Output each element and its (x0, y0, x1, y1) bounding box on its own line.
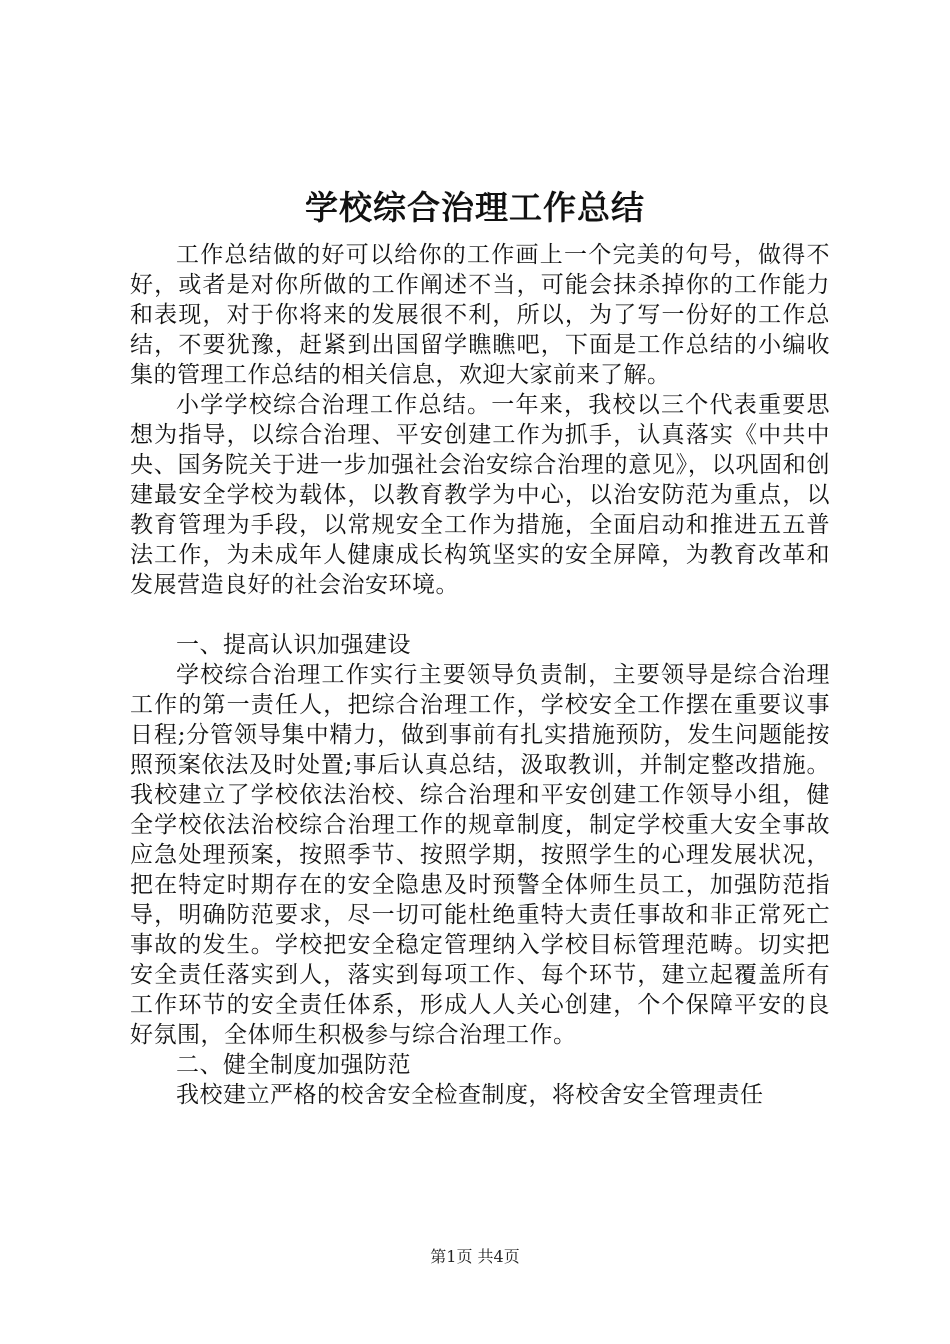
document-title: 学校综合治理工作总结 (305, 188, 645, 227)
page-footer: 第1页 共4页 (430, 1247, 520, 1266)
paragraph-spacer (130, 600, 830, 630)
summary-paragraph: 小学学校综合治理工作总结。一年来，我校以三个代表重要思想为指导，以综合治理、平安创建工作为抓手，认真落实《中共中央、国务院关于进一步加强社会治安综合治理的意见》，以巩固和创建最安全学校为载体，以教育教学为中心，以治安防范为重点，以教育管理为手段，以常规安全工作为措施，全面启动和推进五五普法工作，为未成年人健康成长构筑坚实的安全屏障，为教育改革和发展营造良好的社会治安环境。 (130, 392, 830, 598)
section-2-paragraph: 我校建立严格的校舍安全检查制度，将校舍安全管理责任 (176, 1082, 764, 1108)
intro-paragraph: 工作总结做的好可以给你的工作画上一个完美的句号，做得不好，或者是对你所做的工作阐述不当，可能会抹杀掉你的工作能力和表现，对于你将来的发展很不利，所以，为了写一份好的工作总结，不要犹豫，赶紧到出国留学瞧瞧吧，下面是工作总结的小编收集的管理工作总结的相关信息，欢迎大家前来了解。 (130, 242, 830, 388)
section-heading-2: 二、健全制度加强防范 (176, 1052, 411, 1078)
section-1-paragraph: 学校综合治理工作实行主要领导负责制，主要领导是综合治理工作的第一责任人，把综合治理工作，学校安全工作摆在重要议事日程;分管领导集中精力，做到事前有扎实措施预防，发生问题能按照预案依法及时处置;事后认真总结，汲取教训，并制定整改措施。我校建立了学校依法治校、综合治理和平安创建工作领导小组，健全学校依法治校综合治理工作的规章制度，制定学校重大安全事故应急处理预案，按照季节、按照学期，按照学生的心理发展状况，把在特定时期存在的安全隐患及时预警全体师生员工，加强防范指导，明确防范要求，尽一切可能杜绝重特大责任事故和非正常死亡事故的发生。学校把安全稳定管理纳入学校目标管理范畴。切实把安全责任落实到人，落实到每项工作、每个环节，建立起覆盖所有工作环节的安全责任体系，形成人人关心创建，个个保障平安的良好氛围，全体师生积极参与综合治理工作。 (130, 662, 830, 1048)
document-body (130, 240, 830, 1110)
section-heading-1: 一、提高认识加强建设 (176, 632, 411, 658)
